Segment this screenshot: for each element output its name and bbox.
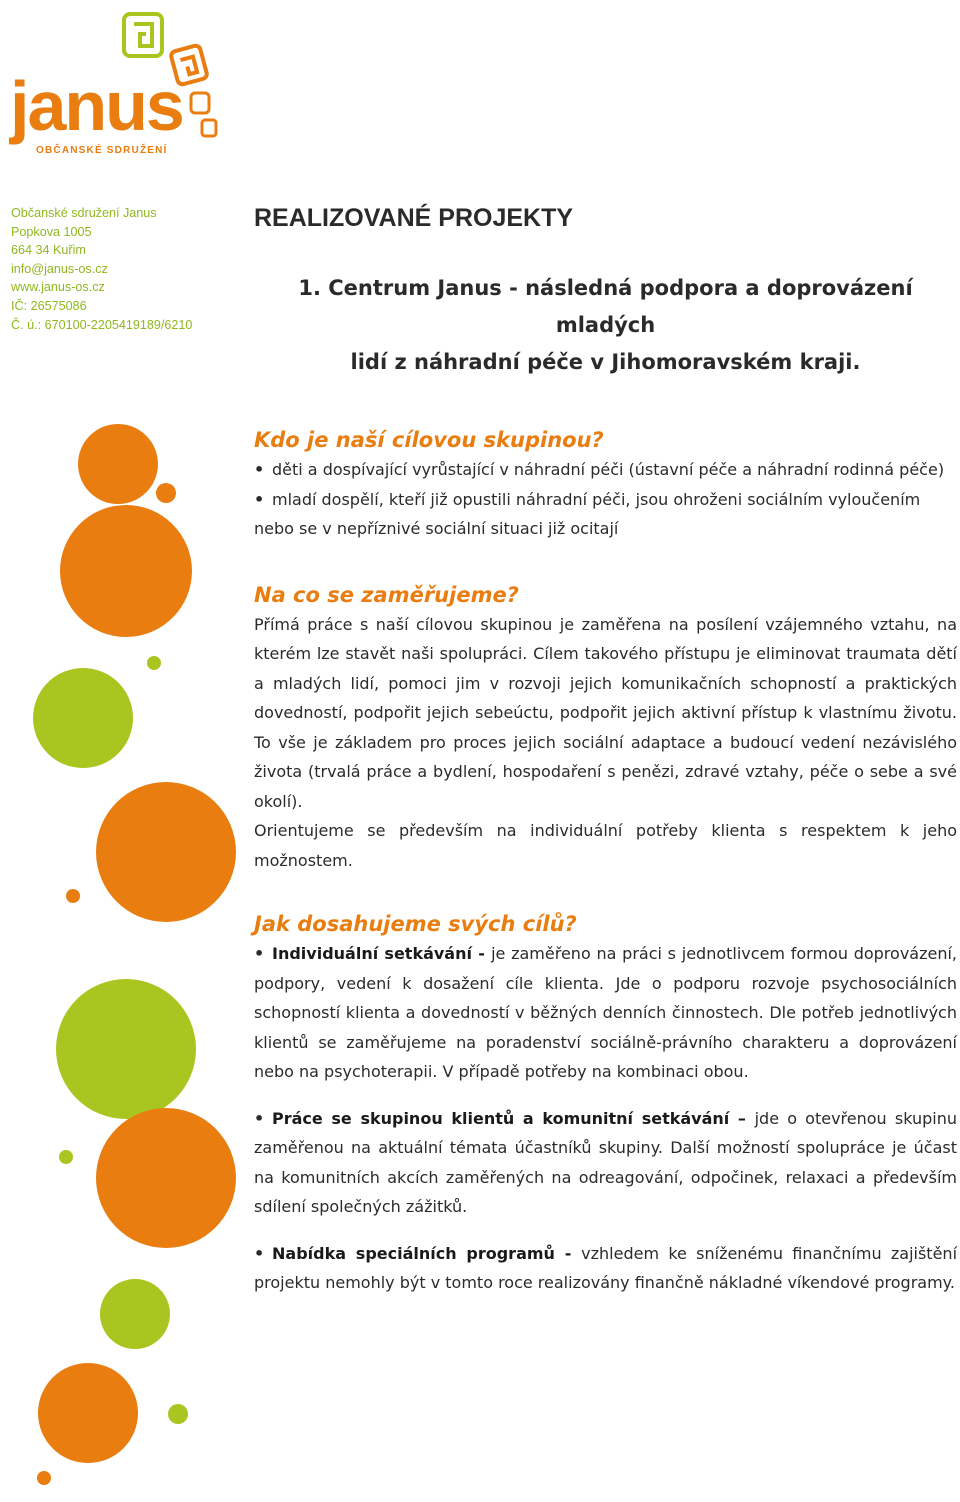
logo-subtitle: OBČANSKÉ SDRUŽENÍ (36, 145, 168, 156)
bullet-symbol: • (254, 489, 265, 509)
bullet-text: mladí dospělí, kteří již opustili náhradní péči, jsou ohroženi sociálním vyloučením nebo se v nepříznivé sociální situaci již ocitají (254, 489, 921, 538)
org-website[interactable]: www.janus-os.cz (11, 280, 105, 295)
bullet-text: děti a dospívající vyrůstající v náhradní péči (ústavní péče a náhradní rodinná péče) (272, 460, 945, 479)
goals-item-title: Práce se skupinou klientů a komunitní setkávání (272, 1108, 730, 1128)
goals-item-text: vzhledem ke sníženému finančnímu zajištění projektu nemohly být v tomto roce realizovány finančně nákladné víkendové programy. (254, 1243, 958, 1292)
circle-green-5 (100, 1279, 170, 1349)
project-title-line-2: lidí z náhradní péče v Jihomoravském kraji. (350, 350, 861, 374)
goals-item-separator: – (729, 1108, 755, 1128)
goals-item-separator: - (554, 1243, 582, 1263)
org-ico: IČ: 26575086 (11, 298, 87, 313)
org-name: Občanské sdružení Janus (11, 206, 157, 220)
goals-item-title: Individuální setkávání (272, 944, 472, 963)
focus-paragraph-2: Orientujeme se především na individuální potřeby klienta s respektem k jeho možnostem. (254, 821, 957, 870)
circle-orange-6 (96, 1108, 236, 1248)
circle-orange-2 (156, 483, 176, 503)
target-group-bullet-1 (254, 455, 957, 485)
circle-orange-7 (38, 1363, 138, 1463)
org-email[interactable]: info@janus-os.cz (11, 261, 108, 276)
circle-orange-1 (78, 424, 158, 504)
bullet-symbol: • (254, 1243, 265, 1263)
goals-item-individual (254, 939, 957, 1087)
circle-green-2 (33, 668, 133, 768)
circle-green-6 (168, 1404, 188, 1424)
bullet-symbol: • (254, 944, 265, 963)
circle-green-1 (147, 656, 161, 670)
org-city: 664 34 Kuřim (11, 243, 86, 258)
org-bank-account: Č. ú.: 670100-2205419189/6210 (11, 317, 193, 332)
circle-orange-4 (96, 782, 236, 922)
circle-green-4 (59, 1150, 73, 1164)
bullet-symbol: • (254, 460, 265, 479)
goals-item-special-programs (254, 1239, 957, 1298)
section-goals-heading: Jak dosahujeme svých cílů? (254, 912, 577, 936)
org-street: Popkova 1005 (11, 224, 92, 239)
bullet-symbol: • (254, 1108, 265, 1128)
goals-item-separator: - (471, 944, 492, 963)
section-focus-heading: Na co se zaměřujeme? (254, 582, 519, 607)
section-target-group-heading: Kdo je naší cílovou skupinou? (254, 428, 604, 452)
circle-orange-5 (66, 889, 80, 903)
goals-item-title: Nabídka speciálních programů (272, 1243, 555, 1263)
goals-item-text: je zaměřeno na práci s jednotlivcem formou doprovázení, podpory, vedení k dosažení cíle klienta. Jde o podporu rozvoje psychosociálních schopností klienta a dovedností v běžných denních činnostech. Dle potřeb jednotlivých klientů se zaměřujeme na poradenství sociálně-právního charakteru a doprovázení nebo na psychoterapii. V případě potřeby na kombinaci obou. (254, 944, 958, 1081)
page-title: REALIZOVANÉ PROJEKTY (254, 204, 574, 232)
circle-green-3 (56, 979, 196, 1119)
project-title-line-1: 1. Centrum Janus - následná podpora a doprovázení mladých (298, 276, 913, 337)
logo-word: janus (10, 67, 183, 145)
target-group-bullet-2 (254, 485, 957, 544)
project-title (254, 270, 957, 381)
circle-orange-3 (60, 505, 192, 637)
decorative-circles (0, 0, 240, 1502)
circle-orange-8 (37, 1471, 51, 1485)
main-content (254, 200, 957, 1298)
focus-paragraph-1: Přímá práce s naší cílovou skupinou je zaměřena na posílení vzájemného vztahu, na kterém lze stavět naši spolupráci. Cílem takového přístupu je eliminovat traumata dětí a mladých lidí, pomoci jim v rozvoji jejich komunikačních schopností a praktických dovedností, podpořit jejich sebeúctu, podpořit jejich aktivní přístup k vlastnímu životu. To vše je základem pro proces jejich sociální adaptace a budoucí vedení nezávislého života (trvalá práce a bydlení, hospodaření s penězi, zdravé vztahy, péče o sebe a své okolí). (254, 614, 957, 811)
goals-item-text: jde o otevřenou skupinu zaměřenou na aktuální témata účastníků skupiny. Další možností spolupráce je účast na komunitních akcích zaměřených na odreagování, odpočinek, relaxaci a především sdílení společných zážitků. (254, 1108, 958, 1216)
goals-item-group-work (254, 1104, 957, 1222)
